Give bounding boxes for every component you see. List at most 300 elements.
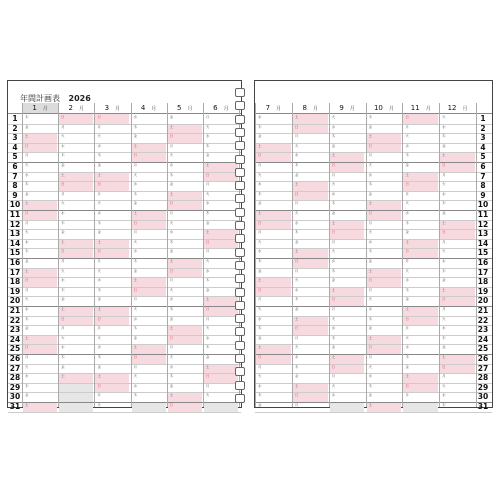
weekday-mark: 木 xyxy=(331,134,336,139)
weekday-mark: 日 xyxy=(368,278,372,283)
weekday-mark: 金 xyxy=(97,163,101,167)
month-suffix: 月 xyxy=(151,106,157,112)
month-suffix: 月 xyxy=(462,106,468,112)
day-cell xyxy=(330,220,365,230)
weekday-mark: 金 xyxy=(405,364,409,369)
weekday-mark: 火 xyxy=(258,307,262,311)
day-cell xyxy=(23,220,57,230)
day-cell xyxy=(23,335,57,345)
day-cell xyxy=(367,287,402,297)
day-cell xyxy=(23,325,57,335)
column-divider xyxy=(366,103,367,407)
day-cell xyxy=(95,133,129,143)
row-divider xyxy=(255,143,492,144)
weekday-mark: 水 xyxy=(97,143,101,148)
day-cell xyxy=(256,229,291,239)
day-cell xyxy=(168,114,202,124)
day-cell xyxy=(367,181,402,191)
day-cell xyxy=(132,258,166,268)
day-cell xyxy=(403,344,438,354)
row-divider xyxy=(8,181,241,182)
day-cell xyxy=(95,383,129,393)
weekday-mark: 木 xyxy=(61,287,65,292)
day-cell xyxy=(256,191,291,201)
day-cell xyxy=(330,114,365,124)
weekday-mark: 火 xyxy=(133,172,137,177)
weekday-mark: 木 xyxy=(294,163,299,167)
month-suffix: 月 xyxy=(276,106,282,112)
day-cell xyxy=(367,162,402,172)
weekday-mark: 土 xyxy=(61,172,65,177)
day-number: 12 xyxy=(477,219,489,229)
day-cell xyxy=(256,296,291,306)
month-header xyxy=(439,103,476,113)
day-cell xyxy=(59,191,93,201)
weekday-mark: 金 xyxy=(258,201,262,206)
day-cell xyxy=(403,364,438,374)
day-cell xyxy=(95,335,129,345)
weekday-mark: 水 xyxy=(442,124,446,129)
day-cell xyxy=(95,114,129,124)
day-cell xyxy=(293,268,328,278)
unused-day-cell xyxy=(204,402,238,412)
day-cell xyxy=(367,325,402,335)
day-cell xyxy=(204,344,238,354)
month-header xyxy=(22,103,58,113)
day-cell xyxy=(132,373,166,383)
weekday-mark: 金 xyxy=(294,307,299,311)
day-cell xyxy=(440,239,475,249)
row-divider xyxy=(255,412,492,413)
weekday-mark: 土 xyxy=(368,335,372,340)
day-cell xyxy=(132,124,166,134)
day-cell xyxy=(403,152,438,162)
day-cell xyxy=(95,277,129,287)
unused-day-cell xyxy=(330,402,365,412)
day-cell xyxy=(330,344,365,354)
day-cell xyxy=(59,239,93,249)
day-cell xyxy=(59,124,93,134)
day-number: 2 xyxy=(480,123,486,133)
row-divider xyxy=(255,392,492,393)
weekday-mark: 土 xyxy=(205,163,210,167)
day-cell xyxy=(403,306,438,316)
day-cell xyxy=(330,229,365,239)
day-number: 16 xyxy=(477,258,489,267)
weekday-mark: 日 xyxy=(294,259,299,263)
weekday-mark: 金 xyxy=(368,124,372,129)
weekday-mark: 金 xyxy=(258,268,262,273)
weekday-mark: 水 xyxy=(169,230,174,235)
day-cell xyxy=(293,316,328,326)
day-number: 16 xyxy=(9,258,21,267)
day-number: 13 xyxy=(9,229,21,239)
day-cell xyxy=(168,220,202,230)
day-cell xyxy=(95,172,129,182)
day-cell xyxy=(440,402,475,412)
day-cell xyxy=(440,325,475,335)
day-cell xyxy=(293,114,328,124)
row-divider xyxy=(255,162,492,163)
day-cell xyxy=(256,268,291,278)
weekday-mark: 日 xyxy=(405,115,409,119)
weekday-mark: 土 xyxy=(442,287,446,292)
day-cell xyxy=(440,181,475,191)
day-cell xyxy=(132,191,166,201)
weekday-mark: 火 xyxy=(133,307,137,311)
weekday-mark: 水 xyxy=(25,374,29,379)
day-cell xyxy=(293,258,328,268)
weekday-mark: 月 xyxy=(205,249,210,254)
weekday-mark: 月 xyxy=(368,287,372,292)
weekday-mark: 水 xyxy=(61,345,65,350)
day-cell xyxy=(23,133,57,143)
weekday-mark: 木 xyxy=(169,172,174,177)
day-cell xyxy=(204,124,238,134)
weekday-mark: 火 xyxy=(258,374,262,379)
binder-ring-icon xyxy=(235,101,245,110)
weekday-mark: 金 xyxy=(169,115,174,119)
day-cell xyxy=(330,162,365,172)
weekday-mark: 日 xyxy=(133,153,137,158)
weekday-mark: 木 xyxy=(169,307,174,311)
row-divider xyxy=(8,220,241,221)
day-cell xyxy=(293,124,328,134)
weekday-mark: 日 xyxy=(258,220,262,225)
row-divider xyxy=(255,325,492,326)
day-cell xyxy=(59,152,93,162)
day-cell xyxy=(367,133,402,143)
day-cell xyxy=(23,258,57,268)
weekday-mark: 火 xyxy=(25,364,29,369)
month-number: 11 xyxy=(410,104,420,112)
row-divider xyxy=(8,412,241,413)
day-cell xyxy=(293,306,328,316)
weekday-mark: 金 xyxy=(205,220,210,225)
month-number: 9 xyxy=(339,104,344,112)
weekday-mark: 火 xyxy=(97,335,101,340)
weekday-mark: 金 xyxy=(294,239,299,244)
day-cell xyxy=(367,277,402,287)
day-cell xyxy=(293,287,328,297)
binder-ring-icon xyxy=(235,115,245,124)
weekday-mark: 日 xyxy=(442,297,446,302)
day-number: 13 xyxy=(477,229,489,239)
day-number: 15 xyxy=(9,248,21,258)
month-header xyxy=(58,103,94,113)
day-cell xyxy=(256,392,291,402)
row-divider xyxy=(8,373,241,374)
day-cell xyxy=(256,143,291,153)
weekday-mark: 金 xyxy=(61,230,65,235)
weekday-mark: 日 xyxy=(169,201,174,206)
title-label: 年間計画表 xyxy=(20,94,60,103)
day-cell xyxy=(204,277,238,287)
weekday-mark: 月 xyxy=(169,278,174,283)
row-divider xyxy=(8,325,241,326)
left-month-grid xyxy=(8,103,241,411)
weekday-mark: 日 xyxy=(442,163,446,167)
day-cell xyxy=(168,191,202,201)
weekday-mark: 月 xyxy=(294,134,299,139)
day-number: 12 xyxy=(9,219,21,229)
binder-ring-icon xyxy=(235,354,245,363)
weekday-mark: 火 xyxy=(331,115,336,119)
day-number: 26 xyxy=(9,354,21,363)
weekday-mark: 金 xyxy=(442,143,446,148)
day-cell xyxy=(440,162,475,172)
day-cell xyxy=(204,287,238,297)
day-number: 17 xyxy=(477,267,489,277)
weekday-mark: 土 xyxy=(25,403,29,407)
row-divider xyxy=(8,306,241,307)
binder-ring-icon xyxy=(235,234,245,243)
day-cell xyxy=(132,172,166,182)
weekday-mark: 月 xyxy=(169,143,174,148)
weekday-mark: 火 xyxy=(169,355,174,359)
weekday-mark: 土 xyxy=(133,345,137,350)
weekday-mark: 火 xyxy=(169,153,174,158)
weekday-mark: 土 xyxy=(294,115,299,119)
day-cell xyxy=(23,114,57,124)
day-number: 24 xyxy=(477,334,489,344)
day-number: 28 xyxy=(477,373,489,383)
month-number: 4 xyxy=(140,104,146,112)
day-cell xyxy=(367,152,402,162)
weekday-mark: 金 xyxy=(61,163,65,167)
day-cell xyxy=(23,210,57,220)
day-cell xyxy=(256,325,291,335)
weekday-mark: 金 xyxy=(368,393,372,398)
weekday-mark: 水 xyxy=(97,278,101,283)
weekday-mark: 火 xyxy=(442,316,446,321)
weekday-mark: 土 xyxy=(97,374,101,379)
day-cell xyxy=(330,392,365,402)
day-cell xyxy=(256,124,291,134)
day-number: 11 xyxy=(477,210,489,219)
day-cell xyxy=(403,248,438,258)
weekday-mark: 火 xyxy=(205,124,210,129)
weekday-mark: 金 xyxy=(294,172,299,177)
row-divider xyxy=(8,364,241,365)
weekday-mark: 火 xyxy=(442,182,446,187)
day-cell xyxy=(23,383,57,393)
day-cell xyxy=(330,325,365,335)
weekday-mark: 土 xyxy=(169,393,174,398)
weekday-mark: 土 xyxy=(133,143,137,148)
day-cell xyxy=(204,143,238,153)
weekday-mark: 金 xyxy=(61,297,65,302)
day-cell xyxy=(256,373,291,383)
unused-day-cell xyxy=(59,383,93,393)
day-cell xyxy=(95,373,129,383)
weekday-mark: 水 xyxy=(294,153,299,158)
weekday-mark: 木 xyxy=(368,115,372,119)
weekday-mark: 木 xyxy=(61,355,65,359)
row-divider xyxy=(255,239,492,240)
day-cell xyxy=(168,124,202,134)
day-cell xyxy=(403,383,438,393)
weekday-mark: 水 xyxy=(442,326,446,331)
weekday-mark: 月 xyxy=(133,364,137,369)
weekday-mark: 土 xyxy=(169,124,174,129)
day-cell xyxy=(168,172,202,182)
day-cell xyxy=(367,306,402,316)
weekday-mark: 金 xyxy=(331,278,336,283)
month-number: 5 xyxy=(176,104,182,112)
day-cell xyxy=(168,287,202,297)
month-suffix: 月 xyxy=(425,106,431,112)
weekday-mark: 日 xyxy=(331,230,336,235)
day-cell xyxy=(330,124,365,134)
weekday-mark: 金 xyxy=(133,268,137,273)
weekday-mark: 火 xyxy=(368,230,372,235)
day-cell xyxy=(440,392,475,402)
day-cell xyxy=(330,316,365,326)
weekday-mark: 日 xyxy=(61,182,65,187)
day-cell xyxy=(403,325,438,335)
day-cell xyxy=(204,152,238,162)
day-number: 20 xyxy=(9,296,21,306)
day-cell xyxy=(95,316,129,326)
day-cell xyxy=(23,172,57,182)
day-cell xyxy=(59,364,93,374)
day-cell xyxy=(23,162,57,172)
row-divider xyxy=(8,268,241,269)
weekday-mark: 日 xyxy=(133,287,137,292)
day-cell xyxy=(132,143,166,153)
weekday-mark: 土 xyxy=(25,335,29,340)
weekday-mark: 月 xyxy=(61,191,65,196)
day-cell xyxy=(330,373,365,383)
day-cell xyxy=(204,306,238,316)
row-divider xyxy=(255,335,492,336)
weekday-mark: 土 xyxy=(294,249,299,254)
day-cell xyxy=(59,210,93,220)
day-cell xyxy=(330,210,365,220)
day-cell xyxy=(330,172,365,182)
day-number: 11 xyxy=(9,210,21,219)
binder-ring-icon xyxy=(235,367,245,376)
weekday-mark: 月 xyxy=(205,316,210,321)
day-cell xyxy=(403,229,438,239)
weekday-mark: 火 xyxy=(205,259,210,263)
weekday-mark: 日 xyxy=(405,316,409,321)
day-cell xyxy=(256,172,291,182)
day-cell xyxy=(23,373,57,383)
weekday-mark: 木 xyxy=(368,316,372,321)
day-cell xyxy=(132,306,166,316)
day-cell xyxy=(403,191,438,201)
day-cell xyxy=(132,239,166,249)
day-cell xyxy=(403,296,438,306)
day-cell xyxy=(95,325,129,335)
weekday-mark: 水 xyxy=(294,287,299,292)
day-cell xyxy=(95,220,129,230)
binder-ring-icon xyxy=(235,327,245,336)
weekday-mark: 日 xyxy=(368,143,372,148)
day-cell xyxy=(440,306,475,316)
day-cell xyxy=(256,306,291,316)
weekday-mark: 木 xyxy=(258,124,262,129)
day-cell xyxy=(256,287,291,297)
weekday-mark: 土 xyxy=(405,239,409,244)
weekday-mark: 土 xyxy=(97,172,101,177)
day-cell xyxy=(293,296,328,306)
weekday-mark: 月 xyxy=(442,172,446,177)
weekday-mark: 水 xyxy=(258,182,262,187)
weekday-mark: 水 xyxy=(61,278,65,283)
weekday-mark: 水 xyxy=(331,326,336,331)
day-cell xyxy=(59,287,93,297)
weekday-mark: 月 xyxy=(294,201,299,206)
day-cell xyxy=(367,316,402,326)
day-cell xyxy=(95,392,129,402)
day-cell xyxy=(293,373,328,383)
weekday-mark: 木 xyxy=(368,249,372,254)
day-cell xyxy=(132,248,166,258)
weekday-mark: 金 xyxy=(169,249,174,254)
day-number: 15 xyxy=(477,248,489,258)
weekday-mark: 月 xyxy=(294,403,299,407)
day-cell xyxy=(132,200,166,210)
weekday-mark: 土 xyxy=(442,220,446,225)
binder-ring-icon xyxy=(235,314,245,323)
day-cell xyxy=(293,162,328,172)
binder-ring-icon xyxy=(235,194,245,203)
day-cell xyxy=(59,220,93,230)
day-cell xyxy=(132,220,166,230)
row-divider xyxy=(8,402,241,403)
day-cell xyxy=(403,268,438,278)
weekday-mark: 日 xyxy=(169,268,174,273)
weekday-mark: 火 xyxy=(294,211,299,215)
row-divider xyxy=(8,248,241,249)
binder-ring-icon xyxy=(235,168,245,177)
weekday-mark: 月 xyxy=(133,163,137,167)
weekday-mark: 金 xyxy=(331,345,336,350)
row-divider xyxy=(255,306,492,307)
weekday-mark: 日 xyxy=(133,220,137,225)
day-cell xyxy=(330,383,365,393)
weekday-mark: 土 xyxy=(331,287,336,292)
weekday-mark: 火 xyxy=(61,335,65,340)
day-cell xyxy=(293,344,328,354)
weekday-mark: 日 xyxy=(25,143,29,148)
day-number: 17 xyxy=(9,267,21,277)
binder-ring-icon xyxy=(235,155,245,164)
weekday-mark: 土 xyxy=(258,211,262,215)
weekday-mark: 月 xyxy=(258,163,262,167)
weekday-mark: 水 xyxy=(25,172,29,177)
weekday-mark: 土 xyxy=(133,278,137,283)
day-cell xyxy=(367,210,402,220)
day-cell xyxy=(23,392,57,402)
weekday-mark: 日 xyxy=(97,383,101,388)
weekday-mark: 木 xyxy=(169,239,174,244)
binder-ring-icon xyxy=(235,141,245,150)
row-divider xyxy=(8,335,241,336)
day-cell xyxy=(367,373,402,383)
title-year: 2026 xyxy=(68,94,91,103)
day-cell xyxy=(132,364,166,374)
day-cell xyxy=(132,392,166,402)
weekday-mark: 金 xyxy=(442,211,446,215)
weekday-mark: 月 xyxy=(61,124,65,129)
day-cell xyxy=(403,392,438,402)
weekday-mark: 土 xyxy=(368,268,372,273)
weekday-mark: 日 xyxy=(405,182,409,187)
